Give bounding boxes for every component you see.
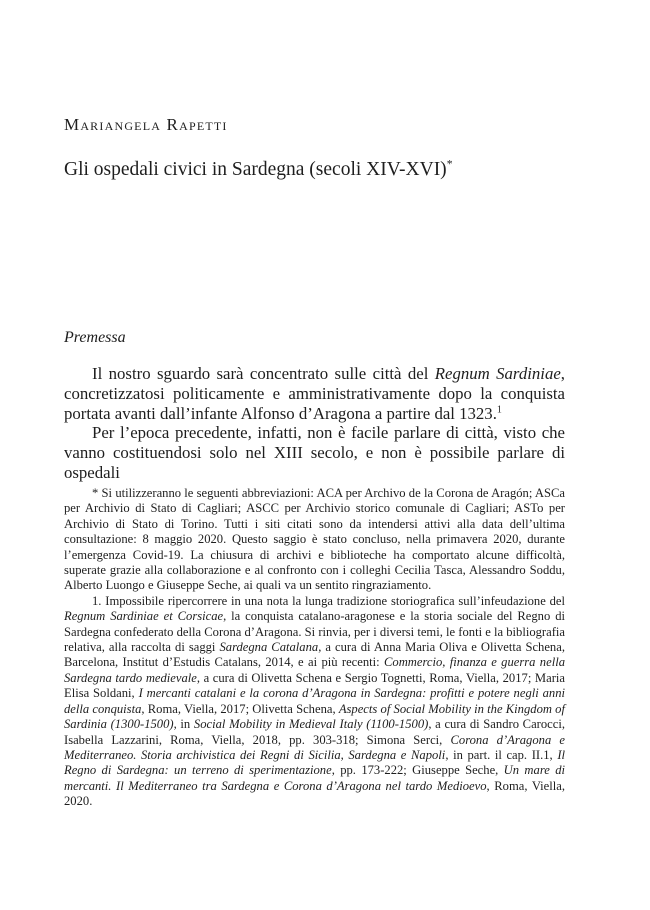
footnote-italic-run: Sardegna Catalana: [219, 640, 319, 655]
section-heading: Premessa: [64, 329, 126, 346]
footnote-text-run: 1. Impossibile ripercorrere in una nota la lunga tradizione storiografica sull’infeudazione del: [92, 593, 565, 608]
title-footnote-marker: *: [446, 157, 453, 171]
body-text-run: Il nostro sguardo sarà concentrato sulle città del: [92, 364, 435, 383]
author-name: Mariangela Rapetti: [64, 115, 228, 134]
footnote-text-run: , a cura di Olivetta Schena e Sergio Tognetti, Roma, Viella, 2017; Maria Elisa Soldani,: [64, 670, 565, 701]
footnote-text-run: , a cura di Sandro Carocci, Isabella Lazzarini, Roma, Viella, 2018, pp. 303-318; Simona Serci,: [64, 717, 565, 747]
footnote-ref-1: 1: [496, 404, 502, 415]
footnote-text-run: , la conquista catalano-aragonese e la storia sociale del Regno di Sardegna confederato della Corona d’Aragona. Si rinvia, per i diversi temi, le fonti e la bibliografia relativa, alla raccolta di saggi: [64, 609, 565, 655]
footnote-text-run: , a cura di Anna Maria Oliva e Olivetta Schena, Barcelona, Institut d’Estudis Catalans, 2014, e ai più recenti:: [64, 640, 565, 670]
body-text: [64, 364, 565, 483]
footnote-italic-run: Corona d’Aragona e Mediterraneo. Storia archivistica dei Regni di Sicilia, Sardegna e Napoli: [64, 732, 565, 762]
footnote-italic-run: Commercio, finanza e guerra nella Sardegna tardo medievale: [64, 655, 565, 685]
footnote-italic-run: I mercanti catalani e la corona d’Aragona in Sardegna: profitti e potere negli anni della conquista: [64, 686, 566, 716]
body-paragraph-1: [64, 364, 565, 423]
chapter-title: [64, 159, 453, 181]
footnote-italic-run: Aspects of Social Mobility in the Kingdom of Sardinia (1300-1500): [64, 701, 565, 732]
footnote-italic-run: Un mare di mercanti. Il Mediterraneo tra Sardegna e Corona d’Aragona nel tardo Medioevo: [64, 763, 566, 793]
footnote-text-run: , Roma, Viella, 2017; Olivetta Schena,: [141, 701, 339, 716]
footnote-text-run: , Roma, Viella, 2020.: [64, 778, 565, 809]
body-italic-run: Regnum Sardiniae: [434, 364, 561, 383]
body-text-run: , concretizzatosi politicamente e amministrativamente dopo la conquista portata avanti dall’infante Alfonso d’Aragona a partire dal 1323.: [64, 364, 565, 423]
footnote-star: * Si utilizzeranno le seguenti abbreviazioni: ACA per Archivo de la Corona de Aragón; ASCa per Archivio di Stato di Cagliari; ASCC per Archivio storico comunale di Cagliari; ASTo per Archivio di Stato di Torino. Tutti i siti citati sono da intendersi attivi alla data dell’ultima consultazione: 8 maggio 2020. Questo saggio è stato concluso, nella primavera 2020, durante l’emergenza Covid-19. La chiusura di archivi e biblioteche ha comportato alcune difficoltà, superate grazie alla collaborazione e al confronto con i colleghi Cecilia Tasca, Alessandro Soddu, Alberto Luongo e Giuseppe Seche, ai quali va un sentito ringraziamento.: [64, 486, 565, 593]
footnote-italic-run: Il Regno di Sardegna: un terreno di sperimentazione: [64, 747, 566, 778]
footnote-italic-run: Regnum Sardiniae et Corsicae: [64, 609, 224, 624]
footnote-text-run: , in: [173, 717, 194, 732]
footnote-text-run: , in part. il cap. II.1,: [445, 747, 558, 762]
body-paragraph-2: Per l’epoca precedente, infatti, non è facile parlare di città, visto che vanno costituendosi solo nel XIII secolo, e non è possibile parlare di ospedali: [64, 423, 565, 482]
footnote-italic-run: Social Mobility in Medieval Italy (1100-1500): [193, 717, 429, 732]
chapter-title-text: Gli ospedali civici in Sardegna (secoli XIV-XVI): [64, 159, 447, 180]
footnotes: [64, 486, 565, 810]
footnote-1: [64, 594, 565, 810]
footnote-text-run: , pp. 173-222; Giuseppe Seche,: [331, 763, 504, 778]
